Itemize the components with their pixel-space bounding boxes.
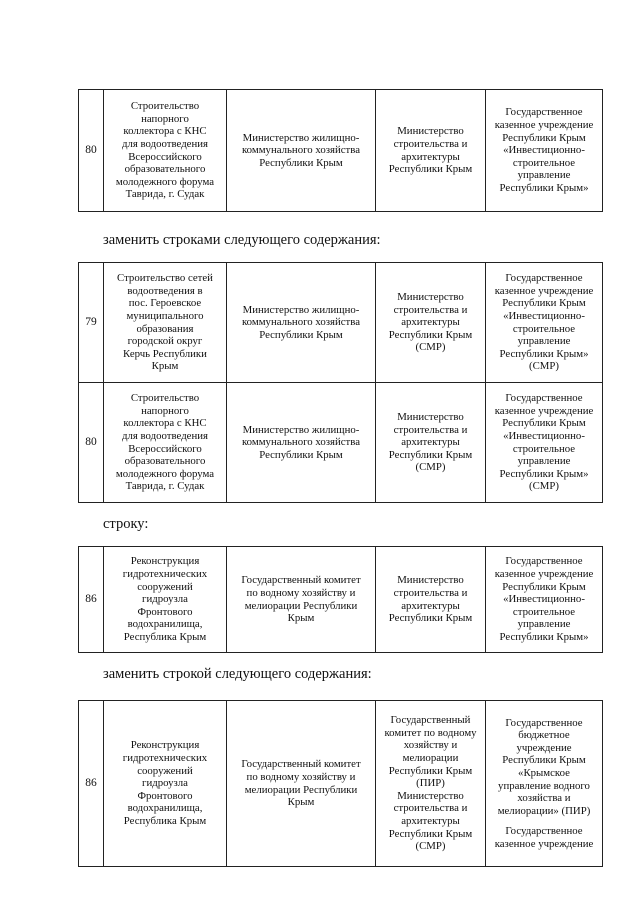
table-row xyxy=(79,383,603,503)
instruction-text-2: строку: xyxy=(103,516,149,532)
table-row xyxy=(79,701,603,867)
table-row xyxy=(79,263,603,383)
row-number: 86 xyxy=(79,547,104,653)
row-number: 86 xyxy=(79,701,104,867)
object-name-cell: Реконструкция гидротехнических сооружений гидроузла Фронтового водохранилища, Республика Крым xyxy=(104,547,227,653)
executor-smr: Государственное казенное учреждение xyxy=(494,825,594,850)
executor-cell xyxy=(486,701,603,867)
object-name-cell: Реконструкция гидротехнических сооружений гидроузла Фронтового водохранилища, Республика Крым xyxy=(104,701,227,867)
object-name-cell: Строительство сетей водоотведения в пос. Героевское муниципального образования городской округ Керчь Республики Крым xyxy=(104,263,227,383)
row-number: 80 xyxy=(79,383,104,503)
table-replacement-row-86 xyxy=(78,700,603,867)
customer-cell: Министерство жилищно- коммунального хозяйства Республики Крым xyxy=(227,90,376,212)
table-row xyxy=(79,547,603,653)
customer-cell: Министерство жилищно- коммунального хозяйства Республики Крым xyxy=(227,383,376,503)
executor-cell: Государственное казенное учреждение Республики Крым «Инвестиционно- строительное управление Республики Крым» (СМР) xyxy=(486,263,603,383)
customer-cell: Государственный комитет по водному хозяйству и мелиорации Республики Крым xyxy=(227,547,376,653)
instruction-text-3: заменить строкой следующего содержания: xyxy=(103,666,372,682)
instruction-text-1: заменить строками следующего содержания: xyxy=(103,232,381,248)
executor-cell: Государственное казенное учреждение Республики Крым «Инвестиционно- строительное управление Республики Крым» xyxy=(486,90,603,212)
table-original-row-80 xyxy=(78,89,603,212)
row-number: 80 xyxy=(79,90,104,212)
executor-pir: Государственное бюджетное учреждение Республики Крым «Крымское управление водного хозяйства и мелиорации» (ПИР) xyxy=(497,716,591,817)
customer-cell: Министерство жилищно- коммунального хозяйства Республики Крым xyxy=(227,263,376,383)
executor-cell: Государственное казенное учреждение Республики Крым «Инвестиционно- строительное управление Республики Крым» xyxy=(486,547,603,653)
object-name-cell: Строительство напорного коллектора с КНС для водоотведения Всероссийского образовательного молодежного форума Таврида, г. Судак xyxy=(104,383,227,503)
customer-cell: Государственный комитет по водному хозяйству и мелиорации Республики Крым xyxy=(227,701,376,867)
table-row xyxy=(79,90,603,212)
developer-cell: Министерство строительства и архитектуры Республики Крым xyxy=(376,547,486,653)
table-replacement-rows-79-80 xyxy=(78,262,603,503)
object-name-cell: Строительство напорного коллектора с КНС для водоотведения Всероссийского образовательного молодежного форума Таврида, г. Судак xyxy=(104,90,227,212)
developer-cell: Министерство строительства и архитектуры Республики Крым xyxy=(376,90,486,212)
table-original-row-86 xyxy=(78,546,603,653)
developer-cell: Министерство строительства и архитектуры Республики Крым (СМР) xyxy=(376,383,486,503)
row-number: 79 xyxy=(79,263,104,383)
developer-cell: Государственный комитет по водному хозяйству и мелиорации Республики Крым (ПИР) Министерство строительства и архитектуры Республики Крым (СМР) xyxy=(376,701,486,867)
executor-cell: Государственное казенное учреждение Республики Крым «Инвестиционно- строительное управление Республики Крым» (СМР) xyxy=(486,383,603,503)
developer-cell: Министерство строительства и архитектуры Республики Крым (СМР) xyxy=(376,263,486,383)
